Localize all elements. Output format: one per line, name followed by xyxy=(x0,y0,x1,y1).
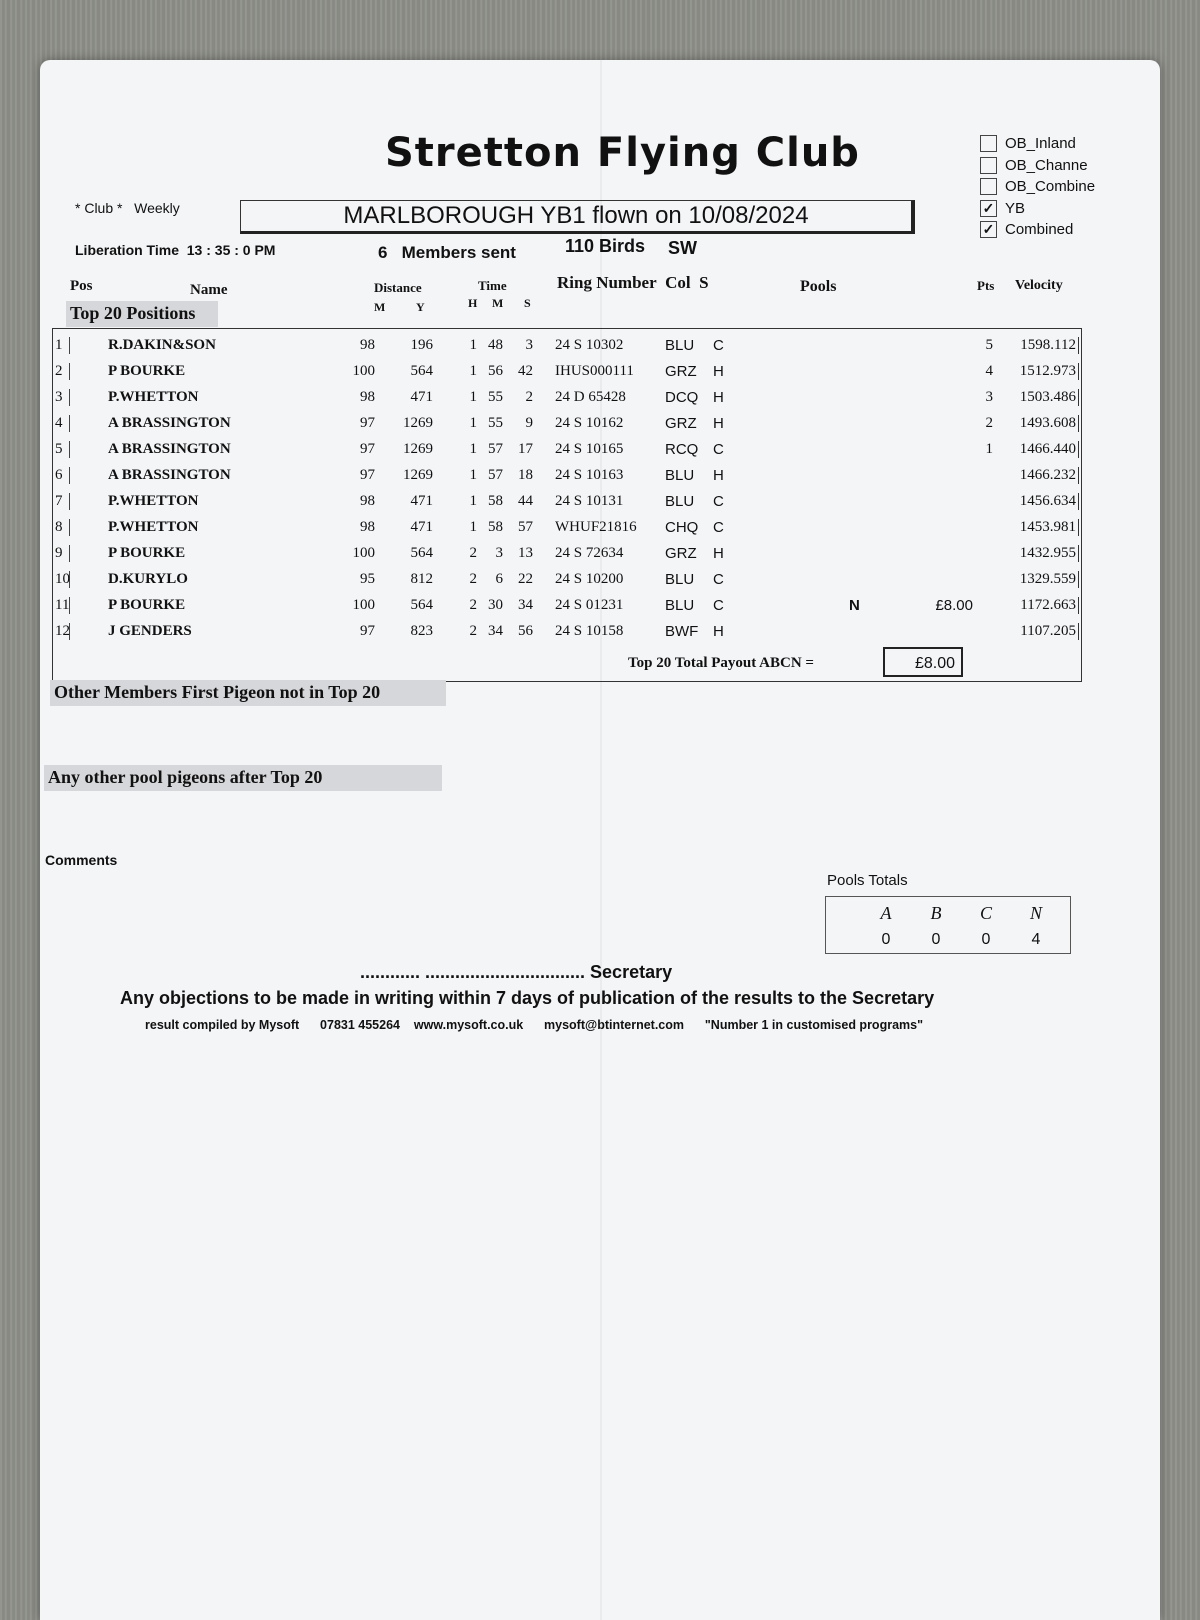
cell-s: 44 xyxy=(518,493,533,509)
table-row xyxy=(53,567,1081,593)
cell-h: 1 xyxy=(469,467,477,483)
race-type: Weekly xyxy=(134,200,180,216)
pool-total-value: 0 xyxy=(981,931,991,948)
checkbox-checked-icon[interactable]: ✓ xyxy=(980,200,997,217)
cell-mi: 56 xyxy=(488,363,503,379)
comments-label: Comments xyxy=(45,852,118,868)
cell-s: 22 xyxy=(518,571,533,587)
category-label: OB_Inland xyxy=(1005,135,1076,153)
table-row xyxy=(53,359,1081,385)
cell-m: 100 xyxy=(352,597,375,613)
cell-col: BLU xyxy=(665,571,695,588)
pool-total-value: 4 xyxy=(1031,931,1041,948)
cell-pos: 11 xyxy=(55,597,70,613)
cell-h: 1 xyxy=(469,389,477,405)
cell-h: 1 xyxy=(469,519,477,535)
cell-s: 13 xyxy=(518,545,533,561)
cell-y: 823 xyxy=(410,623,433,639)
cell-velocity: 1172.663 xyxy=(1008,597,1079,614)
cell-h: 1 xyxy=(469,337,477,353)
cell-y: 1269 xyxy=(403,441,433,457)
cell-name: J GENDERS xyxy=(108,623,192,639)
cell-velocity: 1512.973 xyxy=(1008,363,1079,380)
cell-velocity: 1503.486 xyxy=(1008,389,1079,406)
cell-s: 57 xyxy=(518,519,533,535)
members-sent: 6 Members sent xyxy=(378,243,516,262)
cell-y: 564 xyxy=(410,363,433,379)
cell-velocity: 1466.232 xyxy=(1008,467,1079,484)
cell-name: P BOURKE xyxy=(108,545,186,561)
col-time-s: S xyxy=(524,296,531,310)
cell-ring: 24 S 10200 xyxy=(555,571,624,587)
cell-ring: 24 S 72634 xyxy=(555,545,624,561)
cell-m: 98 xyxy=(360,493,375,509)
cell-sex: H xyxy=(713,389,724,406)
cell-h: 2 xyxy=(469,545,477,561)
cell-s: 2 xyxy=(525,389,533,405)
cell-s: 42 xyxy=(518,363,533,379)
cell-h: 1 xyxy=(469,415,477,431)
cell-ring: IHUS000111 xyxy=(555,363,634,379)
paper-fold xyxy=(600,60,602,1620)
cell-amount: £8.00 xyxy=(935,597,973,614)
cell-y: 196 xyxy=(410,337,433,353)
cell-col: BLU xyxy=(665,337,695,354)
pool-total-label: C xyxy=(979,903,992,923)
cell-mi: 58 xyxy=(488,519,503,535)
cell-pts: 5 xyxy=(985,337,993,353)
cell-s: 56 xyxy=(518,623,533,639)
cell-pos: 4 xyxy=(55,415,70,432)
website: www.mysoft.co.uk xyxy=(413,1018,524,1032)
cell-mi: 57 xyxy=(488,441,503,457)
cell-pool: N xyxy=(849,597,860,614)
cell-ring: 24 S 10162 xyxy=(555,415,624,431)
table-row xyxy=(53,515,1081,541)
cell-pts: 2 xyxy=(985,415,993,431)
cell-sex: H xyxy=(713,467,724,484)
compiled-by: result compiled by Mysoft xyxy=(145,1018,300,1032)
cell-y: 471 xyxy=(410,519,433,535)
wind-direction: SW xyxy=(668,238,697,258)
cell-pos: 10 xyxy=(55,571,70,587)
cell-mi: 58 xyxy=(488,493,503,509)
cell-s: 9 xyxy=(525,415,533,431)
cell-h: 1 xyxy=(469,363,477,379)
cell-col: GRZ xyxy=(665,363,697,380)
cell-name: A BRASSINGTON xyxy=(108,441,231,457)
top20-heading: Top 20 Positions xyxy=(66,301,218,327)
cell-name: A BRASSINGTON xyxy=(108,415,231,431)
cell-m: 98 xyxy=(360,337,375,353)
col-time: Time xyxy=(478,278,507,293)
cell-y: 1269 xyxy=(403,467,433,483)
checkbox-empty-icon[interactable] xyxy=(980,178,997,195)
cell-y: 564 xyxy=(410,597,433,613)
cell-sex: C xyxy=(713,571,724,588)
checkbox-checked-icon[interactable]: ✓ xyxy=(980,221,997,238)
cell-col: CHQ xyxy=(665,519,699,536)
cell-y: 471 xyxy=(410,493,433,509)
col-dist-m: M xyxy=(374,300,386,314)
table-row xyxy=(53,619,1081,645)
cell-velocity: 1432.955 xyxy=(1008,545,1079,562)
cell-velocity: 1329.559 xyxy=(1008,571,1079,588)
col-time-h: H xyxy=(468,296,478,310)
cell-pts: 1 xyxy=(985,441,993,457)
cell-ring: 24 S 10302 xyxy=(555,337,624,353)
other-members-heading: Other Members First Pigeon not in Top 20 xyxy=(50,680,446,706)
pool-total-label: N xyxy=(1029,903,1042,923)
payout-total: £8.00 xyxy=(883,647,963,677)
cell-velocity: 1493.608 xyxy=(1008,415,1079,432)
birds-count: 110 Birds xyxy=(565,236,646,256)
cell-mi: 48 xyxy=(488,337,503,353)
other-pool-heading: Any other pool pigeons after Top 20 xyxy=(44,765,442,791)
cell-mi: 55 xyxy=(488,415,503,431)
col-pos: Pos xyxy=(70,278,93,294)
cell-s: 34 xyxy=(518,597,533,613)
table-row xyxy=(53,411,1081,437)
cell-m: 97 xyxy=(360,415,375,431)
cell-m: 95 xyxy=(360,571,375,587)
cell-sex: C xyxy=(713,441,724,458)
cell-h: 2 xyxy=(469,571,477,587)
category-3[interactable] xyxy=(980,198,1095,220)
table-row xyxy=(53,541,1081,567)
cell-pos: 1 xyxy=(55,337,70,354)
cell-pos: 7 xyxy=(55,493,70,510)
cell-y: 564 xyxy=(410,545,433,561)
cell-col: RCQ xyxy=(665,441,699,458)
cell-m: 97 xyxy=(360,441,375,457)
cell-sex: C xyxy=(713,337,724,354)
cell-mi: 57 xyxy=(488,467,503,483)
pool-total-label: A xyxy=(880,903,892,923)
cell-m: 100 xyxy=(352,363,375,379)
category-0[interactable] xyxy=(980,133,1095,155)
cell-h: 1 xyxy=(469,493,477,509)
col-pts: Pts xyxy=(977,278,995,293)
cell-name: P.WHETTON xyxy=(108,389,199,405)
cell-ring: 24 S 10158 xyxy=(555,623,624,639)
cell-m: 98 xyxy=(360,519,375,535)
pool-total-value: 0 xyxy=(881,931,891,948)
cell-pts: 3 xyxy=(985,389,993,405)
cell-ring: 24 S 10131 xyxy=(555,493,624,509)
cell-pos: 3 xyxy=(55,389,70,406)
cell-col: BWF xyxy=(665,623,699,640)
pool-total-value: 0 xyxy=(931,931,941,948)
cell-name: A BRASSINGTON xyxy=(108,467,231,483)
checkbox-empty-icon[interactable] xyxy=(980,135,997,152)
col-name: Name xyxy=(190,282,228,298)
cell-name: P.WHETTON xyxy=(108,519,199,535)
table-row xyxy=(53,489,1081,515)
cell-sex: H xyxy=(713,363,724,380)
cell-h: 2 xyxy=(469,597,477,613)
liberation-time: Liberation Time 13 : 35 : 0 PM xyxy=(75,242,276,258)
cell-s: 3 xyxy=(525,337,533,353)
results-sheet xyxy=(40,60,1160,1620)
cell-col: BLU xyxy=(665,493,695,510)
cell-col: BLU xyxy=(665,597,695,614)
cell-sex: H xyxy=(713,623,724,640)
tagline: "Number 1 in customised programs" xyxy=(704,1018,924,1032)
checkbox-empty-icon[interactable] xyxy=(980,157,997,174)
cell-mi: 3 xyxy=(495,545,503,561)
cell-pos: 12 xyxy=(55,623,70,639)
cell-pos: 5 xyxy=(55,441,70,458)
table-row xyxy=(53,437,1081,463)
col-dist-y: Y xyxy=(416,300,425,314)
cell-m: 100 xyxy=(352,545,375,561)
cell-pos: 9 xyxy=(55,545,70,562)
cell-sex: C xyxy=(713,597,724,614)
cell-ring: 24 S 01231 xyxy=(555,597,624,613)
cell-name: D.KURYLO xyxy=(108,571,188,587)
category-label: OB_Combine xyxy=(1005,178,1096,196)
cell-ring: 24 S 10165 xyxy=(555,441,624,457)
cell-ring: WHUF21816 xyxy=(555,519,637,535)
cell-sex: C xyxy=(713,493,724,510)
cell-pos: 8 xyxy=(55,519,70,536)
cell-ring: 24 D 65428 xyxy=(555,389,626,405)
category-label: Combined xyxy=(1005,221,1074,239)
cell-name: P BOURKE xyxy=(108,597,186,613)
col-time-m: M xyxy=(492,296,504,310)
cell-name: R.DAKIN&SON xyxy=(108,337,216,353)
cell-velocity: 1598.112 xyxy=(1008,337,1079,354)
objections-note: Any objections to be made in writing within 7 days of publication of the results to the Secretary xyxy=(120,988,935,1008)
cell-h: 2 xyxy=(469,623,477,639)
cell-mi: 55 xyxy=(488,389,503,405)
pools-totals-title: Pools Totals xyxy=(827,872,908,889)
cell-col: DCQ xyxy=(665,389,699,406)
cell-mi: 30 xyxy=(488,597,503,613)
cell-col: BLU xyxy=(665,467,695,484)
table-row xyxy=(53,333,1081,359)
col-pools: Pools xyxy=(800,278,837,295)
cell-s: 18 xyxy=(518,467,533,483)
category-4[interactable] xyxy=(980,219,1095,241)
cell-name: P BOURKE xyxy=(108,363,186,379)
cell-name: P.WHETTON xyxy=(108,493,199,509)
cell-mi: 34 xyxy=(488,623,503,639)
cell-y: 471 xyxy=(410,389,433,405)
cell-mi: 6 xyxy=(495,571,503,587)
cell-m: 97 xyxy=(360,623,375,639)
cell-s: 17 xyxy=(518,441,533,457)
cell-velocity: 1107.205 xyxy=(1008,623,1079,640)
col-velocity: Velocity xyxy=(1015,278,1063,293)
category-1[interactable] xyxy=(980,155,1095,177)
cell-pos: 6 xyxy=(55,467,70,484)
col-distance: Distance xyxy=(374,280,422,295)
cell-col: GRZ xyxy=(665,415,697,432)
cell-ring: 24 S 10163 xyxy=(555,467,624,483)
race-title: MARLBOROUGH YB1 flown on 10/08/2024 xyxy=(240,200,915,234)
cell-velocity: 1453.981 xyxy=(1008,519,1079,536)
email: mysoft@btinternet.com xyxy=(544,1018,685,1032)
category-label: OB_Channe xyxy=(1005,156,1088,174)
cell-velocity: 1456.634 xyxy=(1008,493,1079,510)
compiled-footer xyxy=(145,1018,923,1032)
secretary-line: ............ ................................ Secretary xyxy=(360,962,673,982)
cell-sex: H xyxy=(713,415,724,432)
table-row xyxy=(53,593,1081,619)
cell-h: 1 xyxy=(469,441,477,457)
cell-sex: C xyxy=(713,519,724,536)
results-table xyxy=(52,328,1082,682)
pools-totals-box xyxy=(825,896,1071,954)
cell-y: 1269 xyxy=(403,415,433,431)
cell-m: 97 xyxy=(360,467,375,483)
col-ring: Ring Number Col S xyxy=(557,273,709,292)
category-checkboxes xyxy=(980,133,1095,241)
payout-label: Top 20 Total Payout ABCN = xyxy=(628,655,814,671)
category-2[interactable] xyxy=(980,176,1095,198)
phone: 07831 455264 xyxy=(320,1018,400,1032)
cell-y: 812 xyxy=(410,571,433,587)
club-label: * Club * Weekly xyxy=(75,200,180,216)
table-row xyxy=(53,463,1081,489)
cell-velocity: 1466.440 xyxy=(1008,441,1079,458)
cell-col: GRZ xyxy=(665,545,697,562)
cell-pts: 4 xyxy=(985,363,993,379)
club-title: Stretton Flying Club xyxy=(385,130,860,176)
cell-sex: H xyxy=(713,545,724,562)
category-label: YB xyxy=(1005,199,1026,217)
table-row xyxy=(53,385,1081,411)
pool-total-label: B xyxy=(930,903,942,923)
cell-pos: 2 xyxy=(55,363,70,380)
cell-m: 98 xyxy=(360,389,375,405)
